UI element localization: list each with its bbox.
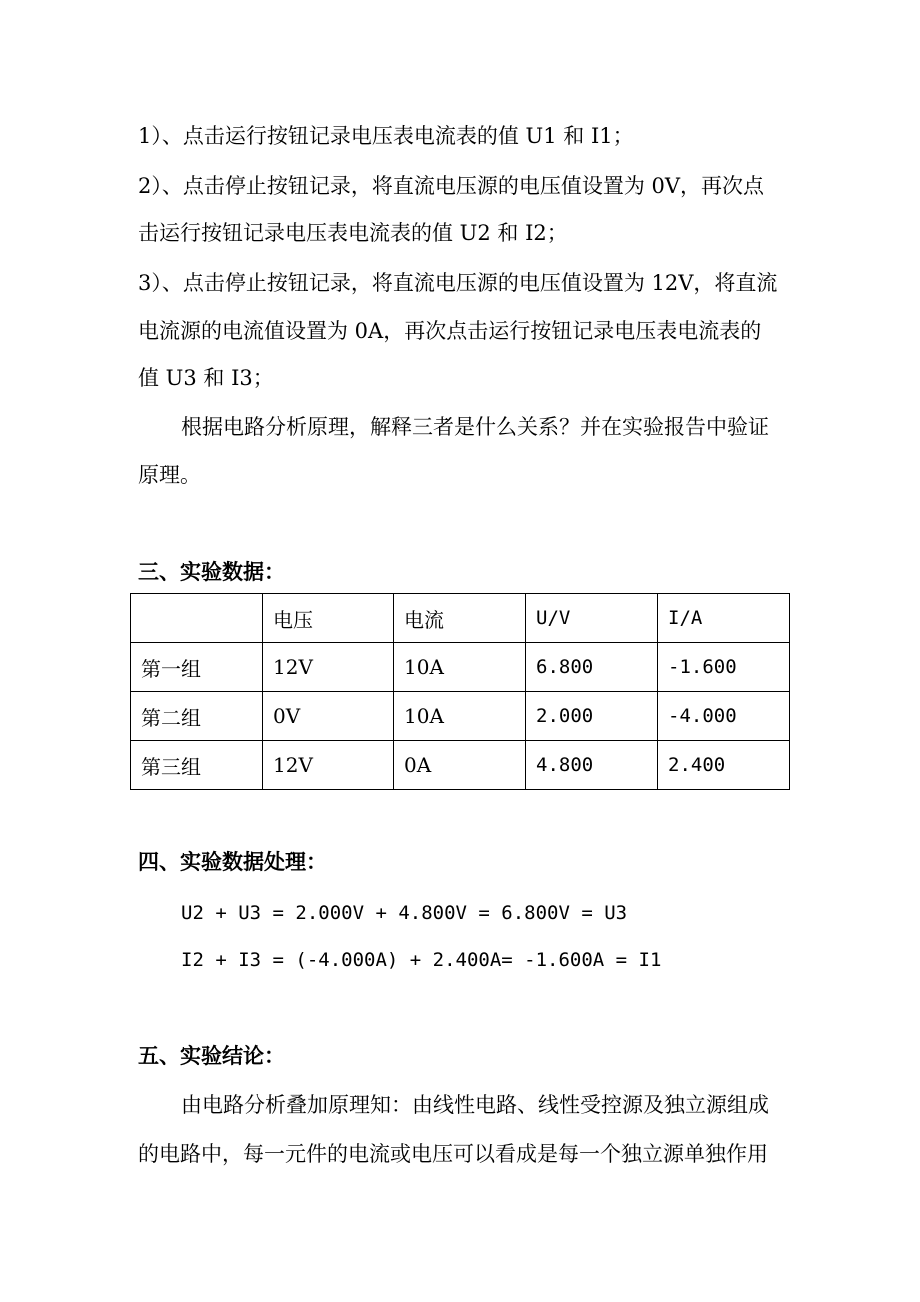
table-cell: 第三组 <box>131 741 263 790</box>
table-cell: -1.600 <box>658 643 790 692</box>
section-4-heading: 四、实验数据处理： <box>138 850 327 874</box>
question-text-line-2: 原理。 <box>138 463 201 487</box>
formula-current: I2 + I3 = (-4.000A) + 2.400A= -1.600A = I1 <box>181 949 662 971</box>
table-cell: 第一组 <box>131 643 263 692</box>
table-cell: 10A <box>394 692 526 741</box>
table-header-cell: U/V <box>526 594 658 643</box>
section-3-heading: 三、实验数据： <box>138 560 285 584</box>
step-3-text-line-1: 3）、点击停止按钮记录，将直流电压源的电压值设置为 12V，将直流 <box>138 271 778 295</box>
question-text-line-1: 根据电路分析原理，解释三者是什么关系？并在实验报告中验证 <box>181 415 769 439</box>
experiment-data-table <box>130 593 790 790</box>
table-row <box>131 692 790 741</box>
step-2-text-line-2: 击运行按钮记录电压表电流表的值 U2 和 I2； <box>138 221 568 245</box>
step-1-text: 1）、点击运行按钮记录电压表电流表的值 U1 和 I1； <box>138 124 634 148</box>
table-cell: 10A <box>394 643 526 692</box>
table-cell: 6.800 <box>526 643 658 692</box>
table-cell: 0A <box>394 741 526 790</box>
table-cell: 第二组 <box>131 692 263 741</box>
table-header-cell: I/A <box>658 594 790 643</box>
table-cell: 12V <box>263 643 394 692</box>
table-cell: 0V <box>263 692 394 741</box>
table-header-row <box>131 594 790 643</box>
step-3-text-line-3: 值 U3 和 I3； <box>138 366 274 390</box>
table-row <box>131 741 790 790</box>
table-cell: -4.000 <box>658 692 790 741</box>
step-2-text-line-1: 2）、点击停止按钮记录，将直流电压源的电压值设置为 0V，再次点 <box>138 174 765 198</box>
conclusion-text-line-1: 由电路分析叠加原理知：由线性电路、线性受控源及独立源组成 <box>181 1093 769 1117</box>
table-header-cell: 电压 <box>263 594 394 643</box>
table-cell: 2.400 <box>658 741 790 790</box>
table-header-cell: 电流 <box>394 594 526 643</box>
table-cell: 2.000 <box>526 692 658 741</box>
table-header-cell <box>131 594 263 643</box>
step-3-text-line-2: 电流源的电流值设置为 0A，再次点击运行按钮记录电压表电流表的 <box>138 319 762 343</box>
conclusion-text-line-2: 的电路中，每一元件的电流或电压可以看成是每一个独立源单独作用 <box>138 1142 768 1166</box>
section-5-heading: 五、实验结论： <box>138 1044 285 1068</box>
table-cell: 4.800 <box>526 741 658 790</box>
table-row <box>131 643 790 692</box>
table-cell: 12V <box>263 741 394 790</box>
formula-voltage: U2 + U3 = 2.000V + 4.800V = 6.800V = U3 <box>181 902 628 924</box>
